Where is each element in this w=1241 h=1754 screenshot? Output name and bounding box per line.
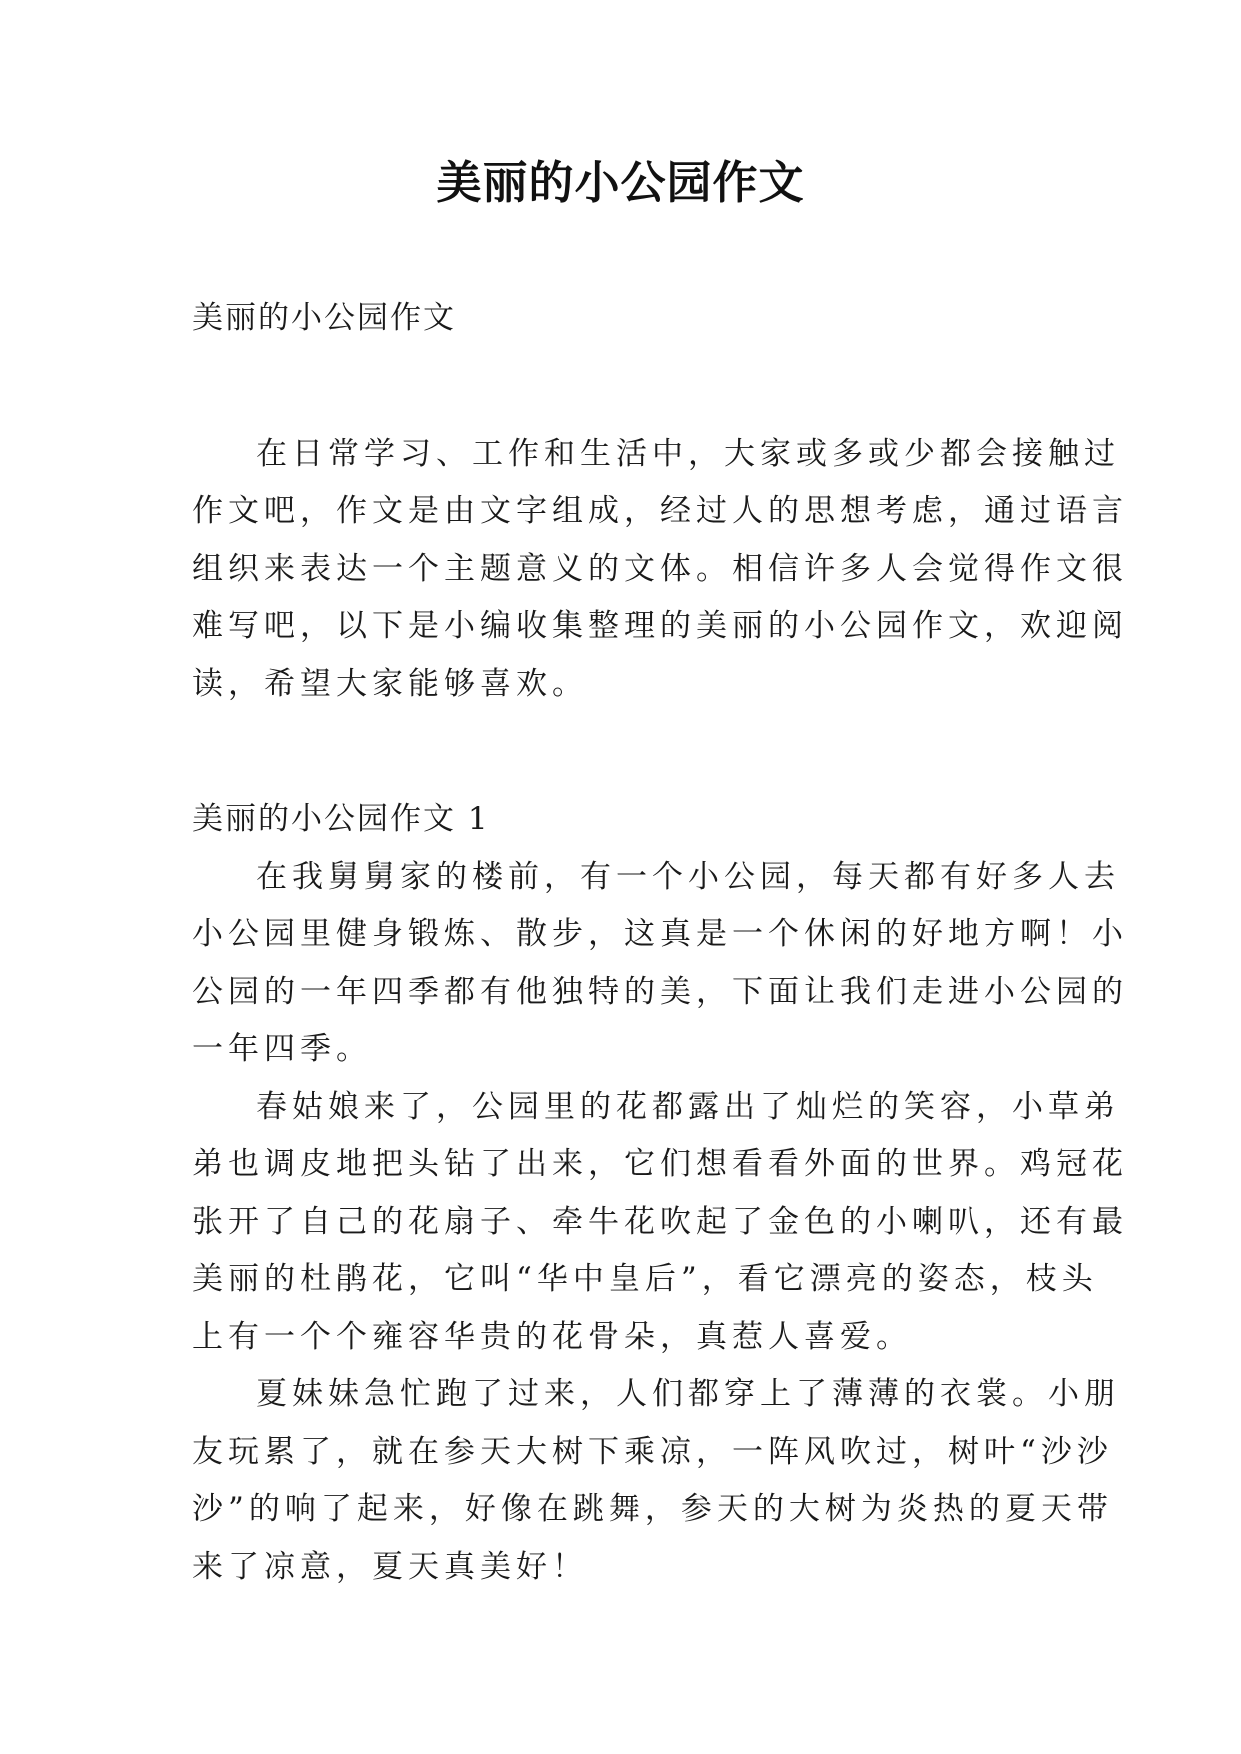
paragraph-line: 春姑娘来了，公园里的花都露出了灿烂的笑容，小草弟 bbox=[256, 1088, 1120, 1125]
paragraph-3 bbox=[192, 1366, 1120, 1596]
paragraph-line: 一年四季。 bbox=[192, 1031, 372, 1067]
spacer bbox=[192, 348, 1060, 426]
paragraph-line: 小公园里健身锻炼、散步，这真是一个休闲的好地方啊！小 bbox=[192, 916, 1128, 952]
paragraph-line: 张开了自己的花扇子、牵牛花吹起了金色的小喇叭，还有最 bbox=[192, 1203, 1128, 1240]
paragraph-line: 在日常学习、工作和生活中，大家或多或少都会接触过 bbox=[256, 435, 1120, 472]
paragraph-line: 弟也调皮地把头钻了出来，它们想看看外面的世界。鸡冠花 bbox=[192, 1146, 1128, 1182]
paragraph-line: 美丽的杜鹃花，它叫“华中皇后”，看它漂亮的姿态，枝头 bbox=[192, 1261, 1098, 1297]
paragraph-1 bbox=[192, 849, 1128, 1079]
paragraph-line: 作文吧，作文是由文字组成，经过人的思想考虑，通过语言 bbox=[192, 493, 1128, 529]
paragraph-line: 夏妹妹急忙跑了过来，人们都穿上了薄薄的衣裳。小朋 bbox=[256, 1376, 1120, 1412]
paragraph-line: 来了凉意，夏天真美好！ bbox=[192, 1548, 588, 1585]
document-title: 美丽的小公园作文 bbox=[436, 156, 805, 209]
intro-paragraph bbox=[192, 426, 1128, 714]
section-heading: 美丽的小公园作文 1 bbox=[192, 801, 490, 837]
paragraph-line: 读，希望大家能够喜欢。 bbox=[192, 665, 588, 702]
paragraph-line: 难写吧，以下是小编收集整理的美丽的小公园作文，欢迎阅 bbox=[192, 608, 1128, 644]
document-subtitle: 美丽的小公园作文 bbox=[192, 300, 456, 336]
spacer bbox=[192, 713, 1060, 791]
paragraph-line: 上有一个个雍容华贵的花骨朵，真惹人喜爱。 bbox=[192, 1318, 912, 1355]
paragraph-line: 沙”的响了起来，好像在跳舞，参天的大树为炎热的夏天带 bbox=[192, 1491, 1113, 1527]
paragraph-line: 组织来表达一个主题意义的文体。相信许多人会觉得作文很 bbox=[192, 550, 1128, 587]
paragraph-line: 友玩累了，就在参天大树下乘凉，一阵风吹过，树叶“沙沙 bbox=[192, 1433, 1113, 1470]
document-body bbox=[192, 290, 1128, 1596]
paragraph-2 bbox=[192, 1079, 1128, 1367]
paragraph-line: 在我舅舅家的楼前，有一个小公园，每天都有好多人去 bbox=[256, 858, 1120, 895]
paragraph-line: 公园的一年四季都有他独特的美，下面让我们走进小公园的 bbox=[192, 973, 1128, 1010]
